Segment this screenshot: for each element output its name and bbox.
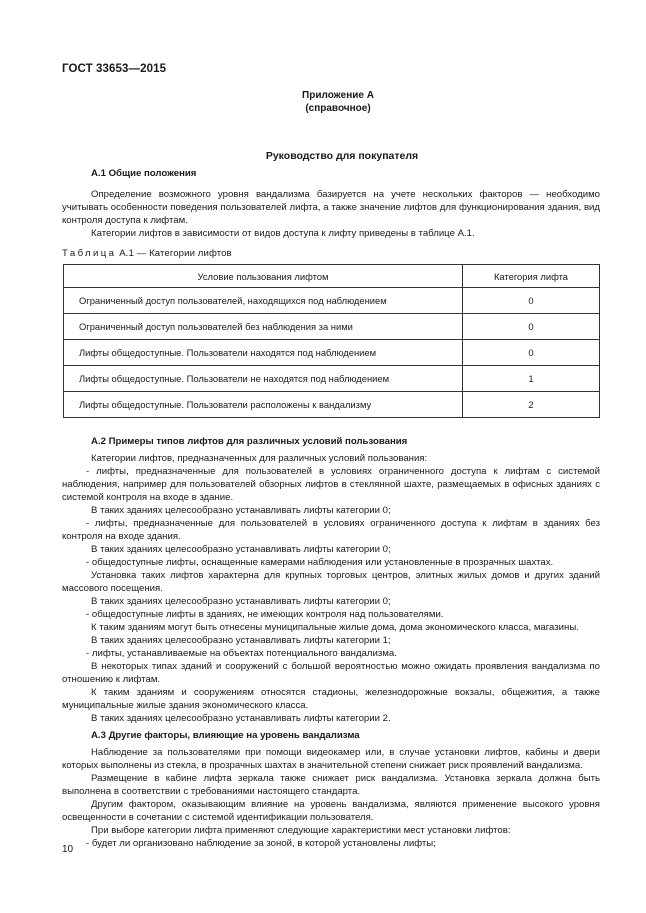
appendix-label [0, 89, 646, 115]
section-a2-line: В таких зданиях целесообразно устанавливать лифты категории 0; [91, 544, 391, 555]
table-header-row [64, 265, 600, 288]
table-cell-condition: Ограниченный доступ пользователей, находящихся под наблюдением [64, 288, 463, 314]
appendix-title: Приложение А [302, 90, 374, 101]
table-cell-category: 0 [463, 314, 600, 340]
table-row [64, 392, 600, 418]
table-row [64, 314, 600, 340]
section-a3-line: Наблюдение за пользователями при помощи видеокамер или, в случае установки лифтов, кабины и двери которых выполнены из стекла, в прозрачных шахтах в значительной степени снижает риск проявлений вандализма. [62, 747, 600, 771]
table-cell-condition: Лифты общедоступные. Пользователи расположены к вандализму [64, 392, 463, 418]
section-a2-line: Категории лифтов, предназначенных для различных условий пользования: [91, 453, 428, 464]
table-cell-condition: Лифты общедоступные. Пользователи не находятся под наблюдением [64, 366, 463, 392]
section-a3-list-item: - будет ли организовано наблюдение за зоной, в которой установлены лифты; [86, 838, 436, 849]
page-title: Руководство для покупателя [265, 150, 419, 162]
section-a2-line: В таких зданиях целесообразно устанавливать лифты категории 2. [91, 713, 391, 724]
table-caption [62, 247, 600, 260]
section-a2-line: Установка таких лифтов характерна для крупных торговых центров, элитных жилых домов и других зданий массового посещения. [62, 570, 600, 594]
lift-categories-table [63, 264, 600, 418]
page-number: 10 [62, 844, 74, 855]
section-a2-line: В некоторых типах зданий и сооружений с большой вероятностью можно ожидать проявления вандализма по отношению к лифтам. [62, 661, 600, 685]
table-header-category: Категория лифта [463, 265, 600, 288]
section-a2-list-item: - лифты, предназначенные для пользователей в условиях ограниченного доступа к лифтам в зданиях без контроля на входе здания. [62, 518, 600, 542]
section-a3-line: Размещение в кабине лифта зеркала также снижает риск вандализма. Установка зеркала должна быть выполнена в соответствии с требованиями настоящего стандарта. [62, 773, 600, 797]
section-a2-list-item: - лифты, предназначенные для пользователей в условиях ограниченного доступа к лифтам с системой наблюдения, например для пользователей обзорных лифтов в стеклянной шахте, размещаемых в офисных зданиях с системой контроля на входе в здание. [62, 466, 600, 503]
table-cell-category: 1 [463, 366, 600, 392]
section-a3-line: При выборе категории лифта применяют следующие характеристики мест установки лифтов: [91, 825, 511, 836]
table-cell-category: 2 [463, 392, 600, 418]
section-a2-list-item: - общедоступные лифты, оснащенные камерами наблюдения или установленные в прозрачных шахтах. [86, 557, 554, 568]
table-cell-category: 0 [463, 340, 600, 366]
section-a2-line: В таких зданиях целесообразно устанавливать лифты категории 0; [91, 505, 391, 516]
section-a1-heading: А.1 Общие положения [91, 168, 197, 179]
table-caption-text: А.1 — Категории лифтов [119, 248, 232, 259]
section-a3-line: Другим фактором, оказывающим влияние на уровень вандализма, являются применение высокого уровня освещенности в сочетании с системой идентификации пользователя. [62, 799, 600, 823]
section-a1-paragraph: Категории лифтов в зависимости от видов доступа к лифту приведены в таблице А.1. [91, 228, 475, 239]
table-row [64, 366, 600, 392]
table-header-condition: Условие пользования лифтом [64, 265, 463, 288]
section-a2-heading: А.2 Примеры типов лифтов для различных условий пользования [91, 436, 408, 447]
section-a3-heading: А.3 Другие факторы, влияющие на уровень вандализма [91, 730, 360, 741]
section-a2-line: К таким зданиям могут быть отнесены муниципальные жилые дома, дома экономического класса, магазины. [91, 622, 579, 633]
section-a1-paragraph: Определение возможного уровня вандализма базируется на учете нескольких факторов — необходимо учитывать особенности поведения пользователей лифта, а также значение лифтов для функционирования здания, вид контроля доступа к лифтам. [62, 189, 600, 226]
document-body [62, 167, 600, 850]
section-a2-line: В таких зданиях целесообразно устанавливать лифты категории 0; [91, 596, 391, 607]
table-cell-category: 0 [463, 288, 600, 314]
table-row [64, 340, 600, 366]
standard-header: ГОСТ 33653—2015 [62, 63, 167, 75]
section-a2-list-item: - общедоступные лифты в зданиях, не имеющих контроля над пользователями. [86, 609, 444, 620]
appendix-type: (справочное) [305, 103, 371, 114]
table-cell-condition: Лифты общедоступные. Пользователи находятся под наблюдением [64, 340, 463, 366]
table-row [64, 288, 600, 314]
table-caption-word: Таблица [62, 248, 117, 259]
section-a2-line: В таких зданиях целесообразно устанавливать лифты категории 1; [91, 635, 391, 646]
section-a2-line: К таким зданиям и сооружениям относятся стадионы, железнодорожные вокзалы, общежития, а также муниципальные жилые здания экономического класса. [62, 687, 600, 711]
section-a2-list-item: - лифты, устанавливаемые на объектах потенциального вандализма. [86, 648, 397, 659]
table-cell-condition: Ограниченный доступ пользователей без наблюдения за ними [64, 314, 463, 340]
